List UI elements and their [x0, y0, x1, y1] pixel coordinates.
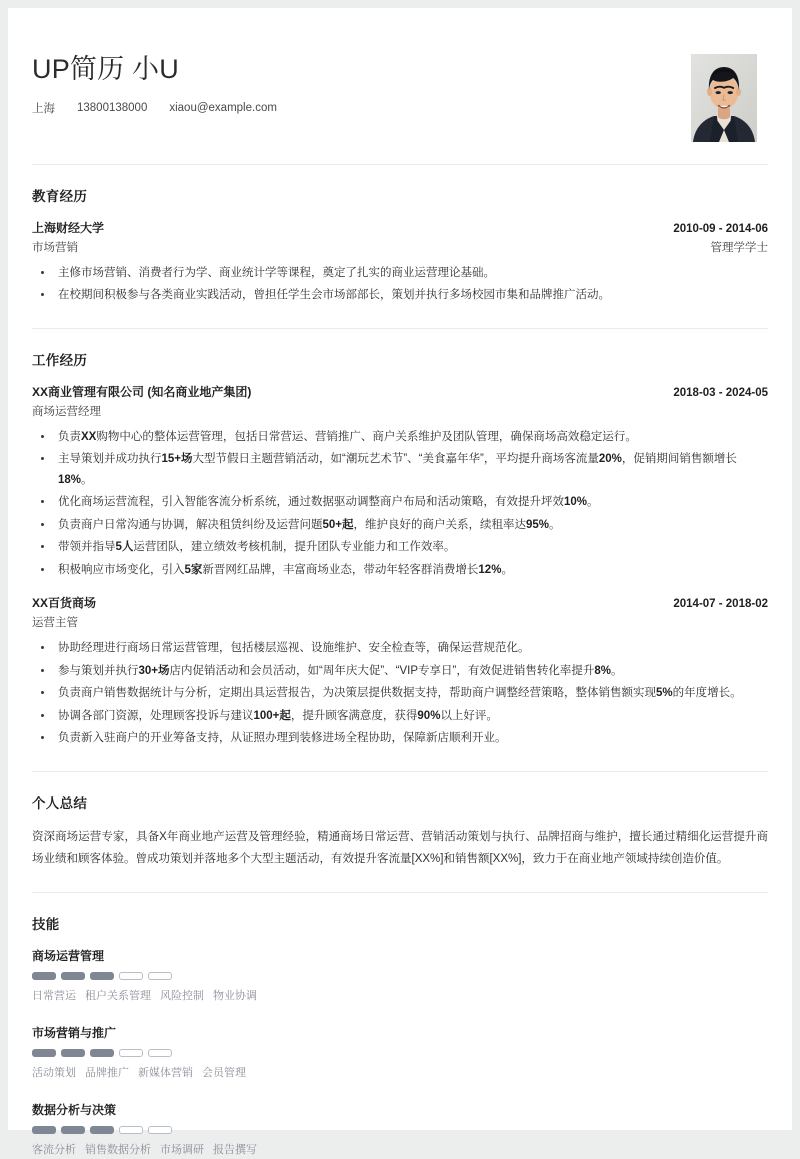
skill-tag: 活动策划 — [32, 1067, 76, 1079]
job-title: 商场运营经理 — [32, 405, 101, 418]
list-item: 参与策划并执行30+场店内促销活动和会员活动，如“周年庆大促”、“VIP专享日”，有效促进销售转化率提升8%。 — [32, 661, 768, 681]
resume-header — [32, 40, 768, 142]
major: 市场营销 — [32, 242, 78, 254]
avatar — [691, 54, 757, 142]
contact-email: xiaou@example.com — [169, 102, 277, 115]
section-skills — [32, 893, 768, 1159]
skill-tag: 销售数据分析 — [85, 1143, 151, 1156]
skill-level-bar — [32, 1126, 768, 1134]
job-title: 运营主管 — [32, 617, 78, 630]
list-item: 积极响应市场变化，引入5家新晋网红品牌，丰富商场业态，带动年轻客群消费增长12%。 — [32, 560, 768, 580]
list-item: 在校期间积极参与各类商业实践活动，曾担任学生会市场部部长，策划并执行多场校园市集和品牌推广活动。 — [32, 285, 768, 305]
education-entry — [32, 219, 768, 306]
section-work — [32, 329, 768, 749]
list-item: 协调各部门资源，处理顾客投诉与建议100+起，提升顾客满意度，获得90%以上好评。 — [32, 706, 768, 726]
company-name: XX百货商场 — [32, 596, 97, 611]
skill-segment-filled — [61, 972, 85, 980]
skill-name: 商场运营管理 — [32, 949, 105, 964]
entry-header — [32, 594, 768, 611]
skill-segment-filled — [32, 972, 56, 980]
list-item: 负责XX购物中心的整体运营管理，包括日常营运、营销推广、商户关系维护及团队管理，确保商场高效稳定运行。 — [32, 427, 768, 447]
skill-tags — [32, 1065, 768, 1083]
skill-group — [32, 1024, 768, 1083]
list-item: 负责新入驻商户的开业筹备支持，从证照办理到装修进场全程协助，保障新店顺利开业。 — [32, 728, 768, 748]
skill-level-bar — [32, 1049, 768, 1057]
header-identity-block — [32, 52, 277, 116]
work-bullets — [32, 638, 768, 748]
skill-segment-filled — [90, 1049, 114, 1057]
skill-tag: 风险控制 — [160, 990, 204, 1003]
work-date-range: 2018-03 - 2024-05 — [673, 386, 768, 399]
skill-segment-empty — [148, 1049, 172, 1057]
skill-tag: 日常营运 — [32, 990, 76, 1003]
list-item: 主导策划并成功执行15+场大型节假日主题营销活动，如“潮玩艺术节”、“美食嘉年华”，平均提升商场客流量20%，促销期间销售额增长18%。 — [32, 449, 768, 490]
list-item: 主修市场营销、消费者行为学、商业统计学等课程，奠定了扎实的商业运营理论基础。 — [32, 263, 768, 283]
list-item: 负责商户日常沟通与协调，解决租赁纠纷及运营问题50+起，维护良好的商户关系，续租率达95%。 — [32, 515, 768, 535]
contact-phone: 13800138000 — [77, 102, 148, 115]
entry-subheader — [32, 614, 768, 630]
skill-tag: 物业协调 — [213, 990, 257, 1003]
entry-subheader — [32, 239, 768, 255]
skill-tag: 品牌推广 — [85, 1067, 129, 1079]
section-education — [32, 165, 768, 306]
company-name: XX商业管理有限公司 (知名商业地产集团) — [32, 384, 252, 399]
section-summary — [32, 772, 768, 871]
section-title-skills: 技能 — [32, 917, 60, 933]
section-title-summary: 个人总结 — [32, 795, 88, 811]
list-item: 带领并指导5人运营团队，建立绩效考核机制，提升团队专业能力和工作效率。 — [32, 537, 768, 557]
section-title-education: 教育经历 — [32, 189, 88, 204]
work-entry — [32, 383, 768, 580]
skill-segment-filled — [90, 972, 114, 980]
skill-group — [32, 1101, 768, 1159]
work-entry — [32, 594, 768, 748]
skill-tag: 租户关系管理 — [85, 990, 151, 1003]
skill-segment-empty — [148, 1126, 172, 1134]
section-title-work: 工作经历 — [32, 352, 88, 368]
skill-segment-filled — [61, 1049, 85, 1057]
skill-segment-filled — [32, 1049, 56, 1057]
summary-text: 资深商场运营专家，具备X年商业地产运营及管理经验，精通商场日常运营、营销活动策划与执行、品牌招商与维护，擅长通过精细化运营提升商场业绩和顾客体验。曾成功策划并落地多个大型主题活动，有效提升客流量[XX%]和销售额[XX%]，致力于在商业地产领域持续创造价值。 — [32, 830, 768, 865]
work-date-range: 2014-07 - 2018-02 — [673, 598, 768, 611]
skill-tag: 市场调研 — [160, 1143, 204, 1156]
degree: 管理学学士 — [710, 242, 768, 254]
skill-tag: 报告撰写 — [213, 1143, 257, 1156]
skill-segment-empty — [119, 1126, 143, 1134]
skill-segment-empty — [148, 972, 172, 980]
skill-tags — [32, 1142, 768, 1159]
work-bullets — [32, 427, 768, 580]
skill-segment-empty — [119, 972, 143, 980]
education-entries — [32, 219, 768, 306]
skill-name: 数据分析与决策 — [32, 1102, 117, 1117]
skill-name: 市场营销与推广 — [32, 1026, 117, 1040]
skill-tag: 客流分析 — [32, 1143, 76, 1156]
skill-group — [32, 947, 768, 1006]
skill-tag: 会员管理 — [202, 1067, 246, 1079]
resume-page — [8, 8, 792, 1156]
list-item: 协助经理进行商场日常运营管理，包括楼层巡视、设施维护、安全检查等，确保运营规范化。 — [32, 638, 768, 658]
contact-location: 上海 — [32, 103, 55, 116]
skill-segment-filled — [61, 1126, 85, 1134]
school-name: 上海财经大学 — [32, 221, 105, 235]
education-bullets — [32, 263, 768, 306]
skill-tags — [32, 988, 768, 1006]
list-item: 优化商场运营流程，引入智能客流分析系统，通过数据驱动调整商户布局和活动策略，有效提升坪效10%。 — [32, 492, 768, 512]
skill-segment-filled — [90, 1126, 114, 1134]
contact-row — [32, 100, 277, 116]
education-date-range: 2010-09 - 2014-06 — [673, 223, 768, 235]
entry-header — [32, 219, 768, 236]
entry-header — [32, 383, 768, 400]
candidate-name: UP简历 小U — [32, 54, 179, 84]
entry-subheader — [32, 403, 768, 419]
skill-tag: 新媒体营销 — [138, 1067, 193, 1079]
skill-segment-empty — [119, 1049, 143, 1057]
list-item: 负责商户销售数据统计与分析，定期出具运营报告，为决策层提供数据支持，帮助商户调整经营策略，整体销售额实现5%的年度增长。 — [32, 683, 768, 703]
skill-segment-filled — [32, 1126, 56, 1134]
skill-level-bar — [32, 972, 768, 980]
